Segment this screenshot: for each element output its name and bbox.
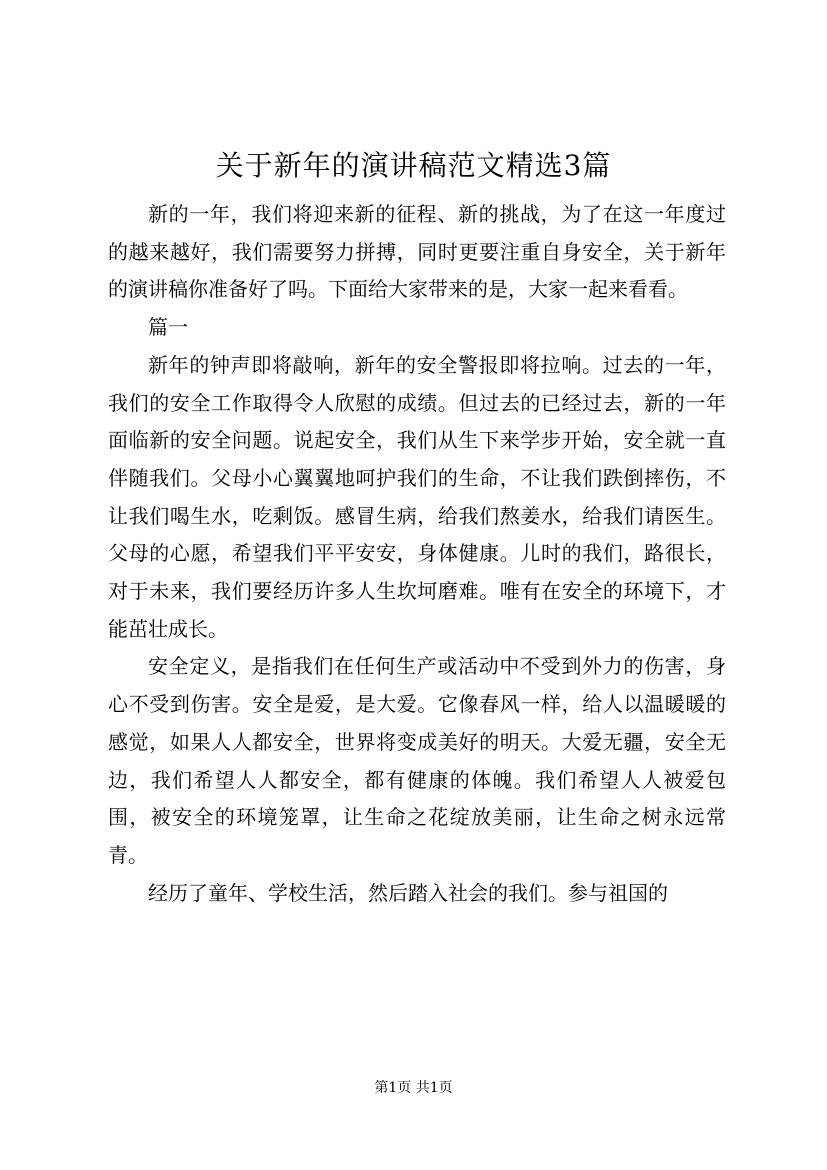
page-footer: 第1页 共1页 [374, 1080, 453, 1096]
document-title: 关于新年的演讲稿范文精选3篇 [215, 149, 612, 182]
body-paragraph: 安全定义，是指我们在任何生产或活动中不受到外力的伤害，身心不受到伤害。安全是爱，是大爱。它像春风一样，给人以温暖暖的感觉，如果人人都安全，世界将变成美好的明天。大爱无疆，安全无边，我们希望人人都安全，都有健康的体魄。我们希望人人被爱包围，被安全的环境笼罩，让生命之花绽放美丽，让生命之树永远常青。 [108, 654, 726, 867]
intro-paragraph: 新的一年，我们将迎来新的征程、新的挑战，为了在这一年度过的越来越好，我们需要努力拼搏，同时更要注重自身安全，关于新年的演讲稿你准备好了吗。下面给大家带来的是，大家一起来看看。 [108, 202, 726, 302]
body-paragraph: 新年的钟声即将敲响，新年的安全警报即将拉响。过去的一年，我们的安全工作取得令人欣慰的成绩。但过去的已经过去，新的一年面临新的安全问题。说起安全，我们从生下来学步开始，安全就一直伴随我们。父母小心翼翼地呵护我们的生命，不让我们跌倒摔伤，不让我们喝生水，吃剩饭。感冒生病，给我们熬姜水，给我们请医生。父母的心愿，希望我们平平安安，身体健康。儿时的我们，路很长，对于未来，我们要经历许多人生坎坷磨难。唯有在安全的环境下，才能茁壮成长。 [108, 352, 726, 641]
document-body [108, 196, 726, 912]
body-paragraph: 经历了童年、学校生活，然后踏入社会的我们。参与祖国的 [148, 880, 668, 905]
section-heading: 篇一 [148, 315, 188, 340]
